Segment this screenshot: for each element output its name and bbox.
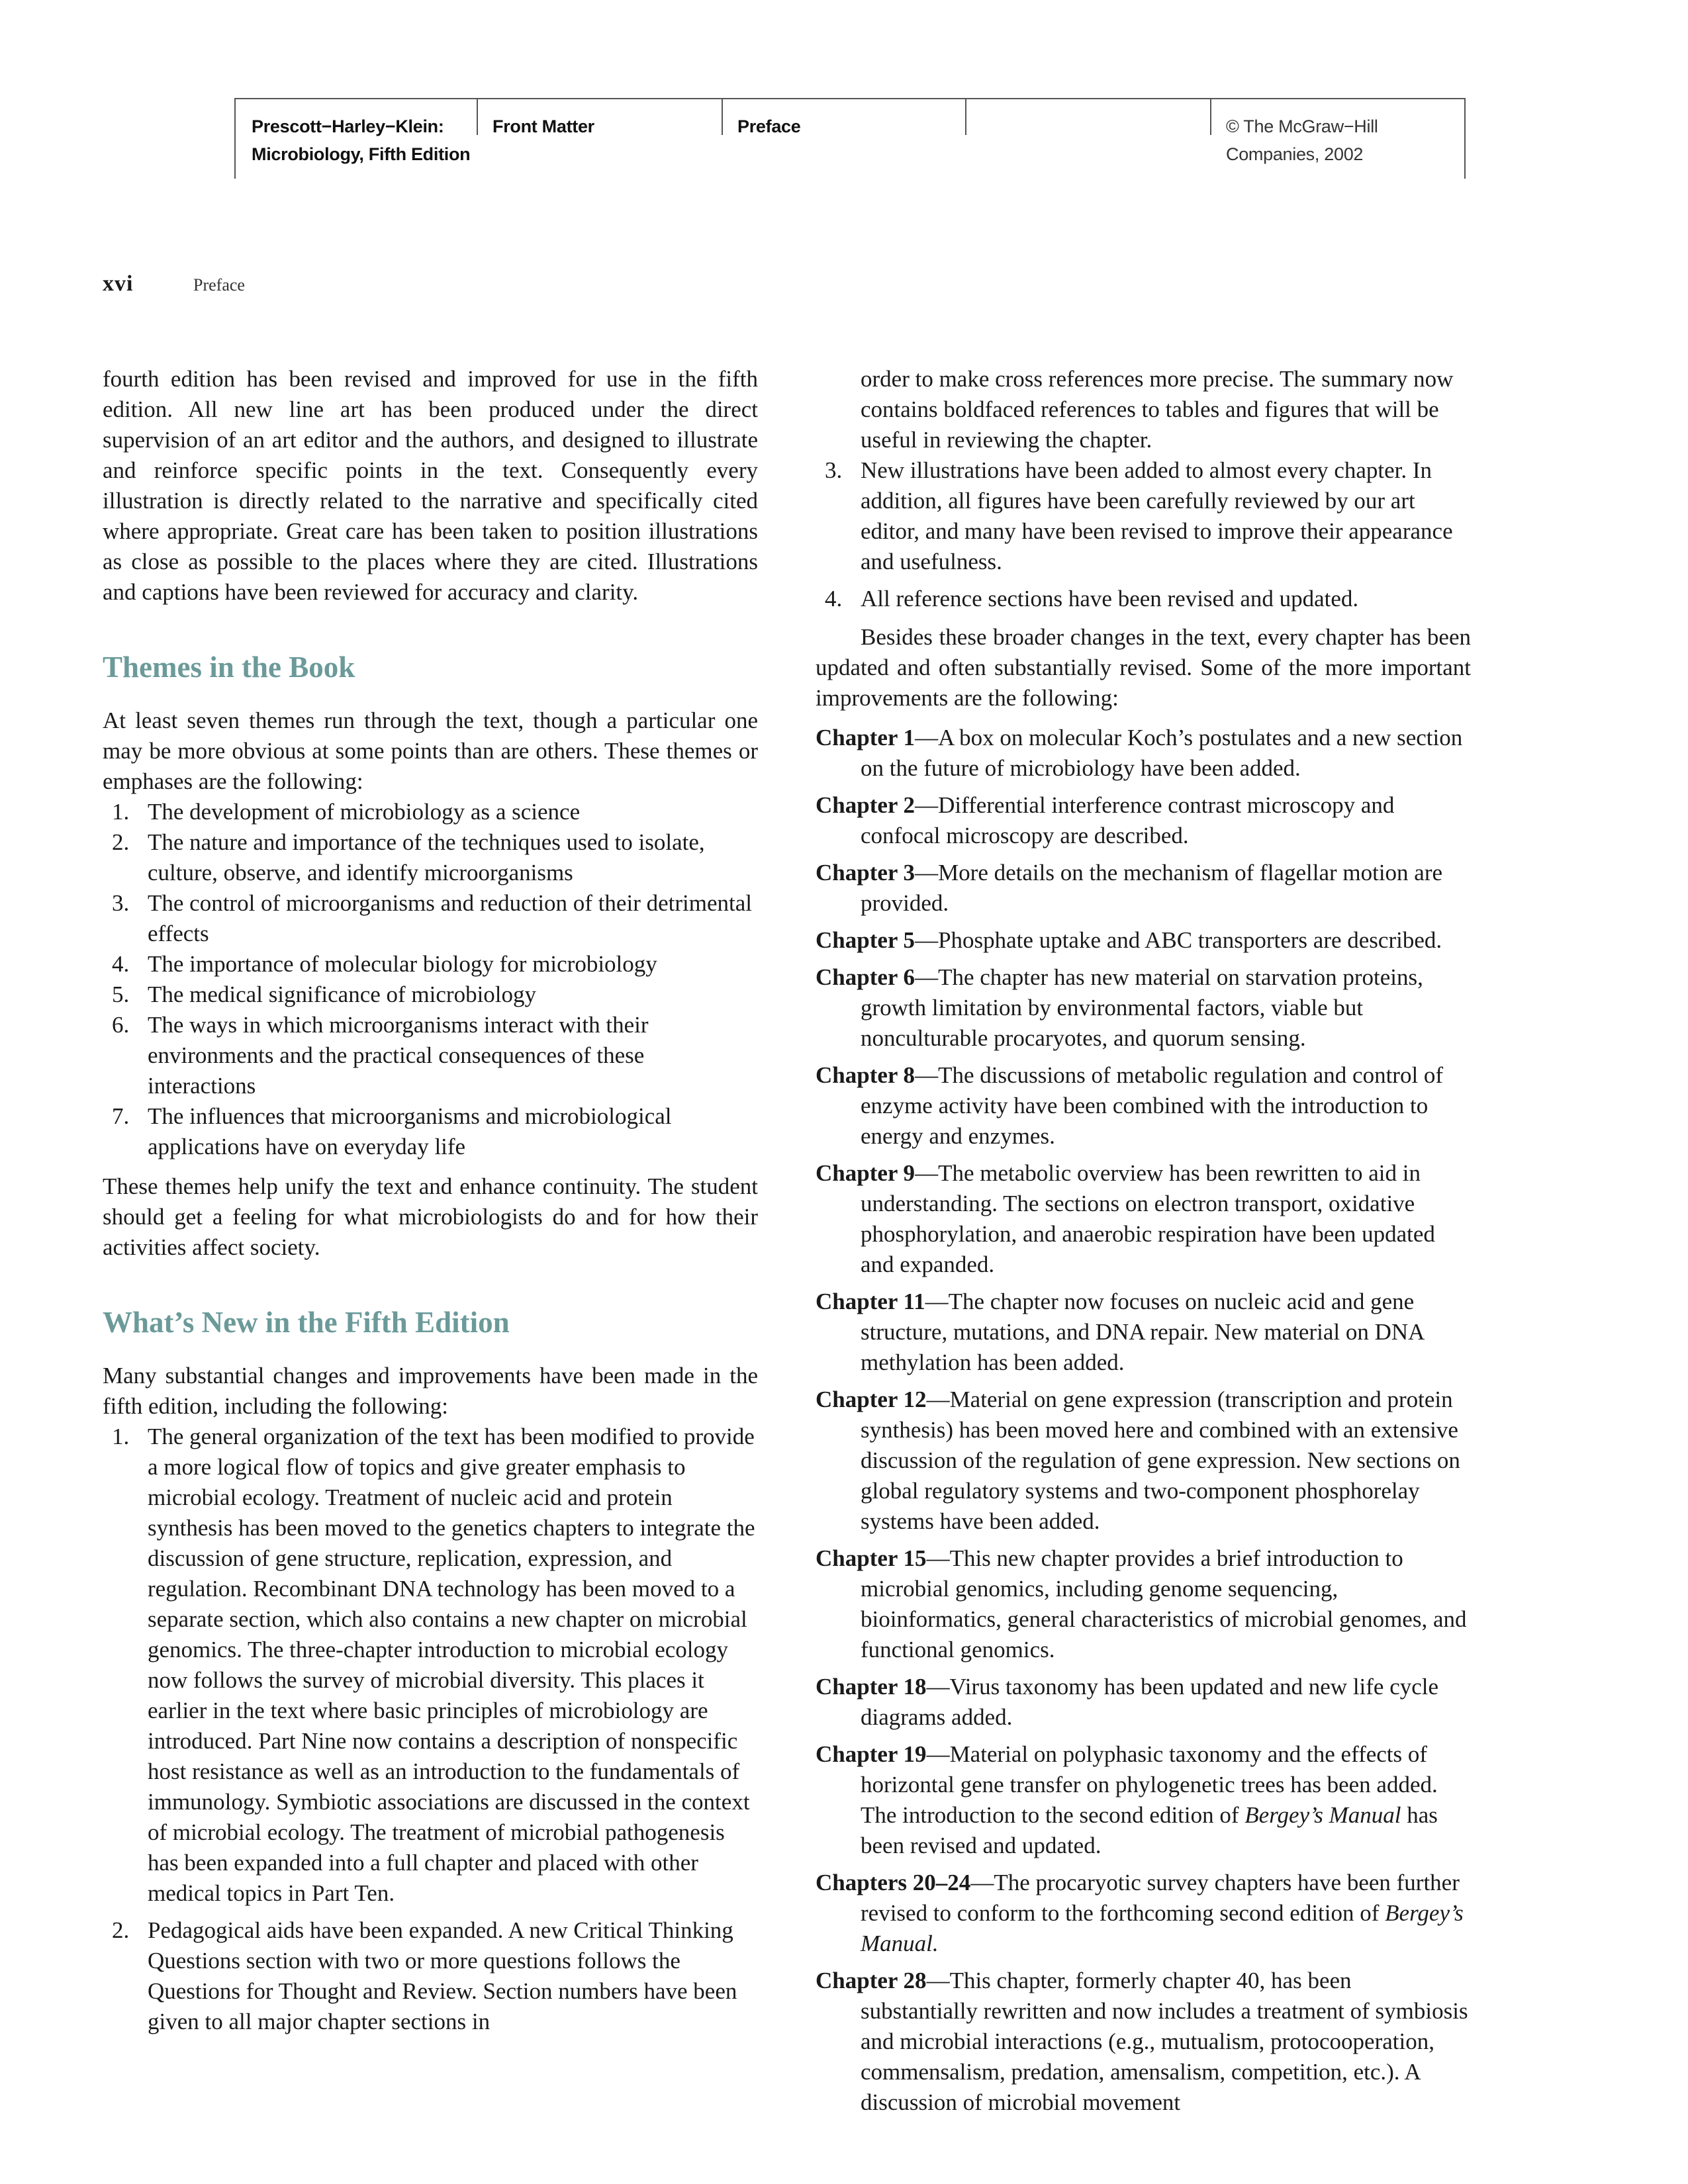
- list-item: 2. The nature and importance of the techniques used to isolate, culture, observe, and identify microorganisms: [112, 829, 705, 886]
- themes-outro: These themes help unify the text and enhance continuity. The student should get a feeling for what microbiologists do and for how their activities affect society.: [103, 1173, 758, 1260]
- list-item: 7. The influences that microorganisms and microbiological applications have on everyday life: [112, 1103, 672, 1160]
- list-item: 5. The medical significance of microbiology: [112, 981, 537, 1007]
- chapter-entry: Chapter 3—More details on the mechanism of flagellar motion are provided.: [816, 860, 1443, 916]
- whats-new-intro: Many substantial changes and improvements have been made in the fifth edition, including the following:: [103, 1363, 758, 1419]
- themes-list: [103, 797, 758, 1162]
- list-item: 2. Pedagogical aids have been expanded. A new Critical Thinking Questions section with two or more questions follows the Questions for Thought and Review. Section numbers have been given to all major chapter sections in: [112, 1917, 737, 2034]
- list-item: 4. The importance of molecular biology for microbiology: [112, 951, 657, 977]
- chapter-entry: Chapter 15—This new chapter provides a brief introduction to microbial genomics, including genome sequencing, bioinformatics, general characteristics of microbial genomes, and functional genomics.: [816, 1545, 1467, 1662]
- list-item: 1. The general organization of the text has been modified to provide a more logical flow of topics and give greater emphasis to microbial ecology. Treatment of nucleic acid and protein synthesis has been moved to the genetics chapters to integrate the discussion of gene structure, replication, expression, and regulation. Recombinant DNA technology has been moved to a separate section, which also contains a new chapter on microbial genomics. The three-chapter introduction to microbial ecology now follows the survey of microbial diversity. This places it earlier in the text where basic principles of microbiology are introduced. Part Nine now contains a description of nonspecific host resistance as well as an introduction to the fundamentals of immunology. Symbiotic associations are discussed in the context of microbial ecology. The treatment of microbial pathogenesis has been expanded into a full chapter and placed with other medical topics in Part Ten.: [112, 1424, 755, 1906]
- book-header: [234, 98, 1466, 179]
- left-column: [103, 364, 758, 2037]
- header-chapter: Preface: [737, 116, 801, 136]
- header-book-title: Prescott−Harley−Klein:: [252, 116, 444, 136]
- header-section: Front Matter: [492, 116, 594, 136]
- chapter-entry: Chapter 28—This chapter, formerly chapter 40, has been substantially rewritten and now includes a treatment of symbiosis and microbial interactions (e.g., mutualism, protocooperation, commensalism, predation, amensalism, competition, etc.). A discussion of microbial movement: [816, 1968, 1468, 2115]
- intro-paragraph: fourth edition has been revised and improved for use in the fifth edition. All new line art has been produced under the direct supervision of an art editor and the authors, and designed to illustrate and reinforce specific points in the text. Consequently every illustration is directly related to the narrative and specifically cited where appropriate. Great care has been taken to position illustrations as close as possible to the places where they are cited. Illustrations and captions have been reviewed for accuracy and clarity.: [103, 366, 758, 605]
- list-item: 3. New illustrations have been added to almost every chapter. In addition, all figures have been carefully reviewed by our art editor, and many have been revised to improve their appearance and usefulness.: [825, 457, 1453, 574]
- header-copyright-line1: © The McGraw−Hill: [1226, 116, 1378, 136]
- chapter-entry: Chapter 1—A box on molecular Koch’s postulates and a new section on the future of microbiology have been added.: [816, 725, 1463, 781]
- chapter-entry: Chapter 2—Differential interference contrast microscopy and confocal microscopy are described.: [816, 792, 1395, 848]
- chapter-entry: Chapter 8—The discussions of metabolic regulation and control of enzyme activity have been combined with the introduction to energy and enzymes.: [816, 1062, 1444, 1149]
- chapter-entry: Chapter 9—The metabolic overview has been rewritten to aid in understanding. The sections on electron transport, oxidative phosphorylation, and anaerobic respiration have been updated and expanded.: [816, 1160, 1435, 1277]
- header-book-edition: Microbiology, Fifth Edition: [252, 144, 471, 164]
- whats-new-list: [103, 1422, 758, 2037]
- chapter-entry: Chapter 12—Material on gene expression (transcription and protein synthesis) has been moved here and combined with an extensive discussion of the regulation of gene expression. New sections on global regulatory systems and two-component phosphorelay systems have been added.: [816, 1387, 1460, 1534]
- whats-new-heading: What’s New in the Fifth Edition: [103, 1306, 510, 1339]
- list-item: 4. All reference sections have been revised and updated.: [825, 586, 1359, 612]
- running-head-title: Preface: [193, 275, 245, 295]
- header-cell-empty: [966, 99, 1211, 135]
- themes-heading: Themes in the Book: [103, 651, 355, 684]
- themes-intro: At least seven themes run through the text, though a particular one may be more obvious at some points than are others. These themes or emphases are the following:: [103, 707, 758, 794]
- chapter-changes-intro: Besides these broader changes in the text, every chapter has been updated and often substantially revised. Some of the more important improvements are the following:: [816, 624, 1471, 711]
- chapter-entry: Chapters 20–24—The procaryotic survey chapters have been further revised to conform to the forthcoming second edition of Bergey’s Manual.: [816, 1870, 1464, 1956]
- whats-new-list-continued: [816, 455, 1471, 614]
- chapter-entry: Chapter 18—Virus taxonomy has been updated and new life cycle diagrams added.: [816, 1674, 1439, 1730]
- header-copyright-line2: Companies, 2002: [1226, 144, 1364, 164]
- right-column: [816, 364, 1471, 2118]
- list-item: 6. The ways in which microorganisms interact with their environments and the practical consequences of these interactions: [112, 1012, 649, 1099]
- list-item: 1. The development of microbiology as a science: [112, 799, 581, 825]
- chapter-changes-list: [816, 723, 1471, 2118]
- list-item: 3. The control of microorganisms and reduction of their detrimental effects: [112, 890, 752, 946]
- chapter-entry: Chapter 5—Phosphate uptake and ABC transporters are described.: [816, 927, 1442, 953]
- page-number: xvi: [103, 271, 134, 296]
- chapter-entry: Chapter 19—Material on polyphasic taxonomy and the effects of horizontal gene transfer on phylogenetic trees has been added. The introduction to the second edition of Bergey’s Manual has been revised and updated.: [816, 1741, 1438, 1858]
- list-continuation: order to make cross references more precise. The summary now contains boldfaced references to tables and figures that will be useful in reviewing the chapter.: [861, 366, 1454, 453]
- chapter-entry: Chapter 6—The chapter has new material on starvation proteins, growth limitation by environmental factors, viable but nonculturable procaryotes, and quorum sensing.: [816, 964, 1423, 1051]
- chapter-entry: Chapter 11—The chapter now focuses on nucleic acid and gene structure, mutations, and DNA repair. New material on DNA methylation has been added.: [816, 1289, 1424, 1375]
